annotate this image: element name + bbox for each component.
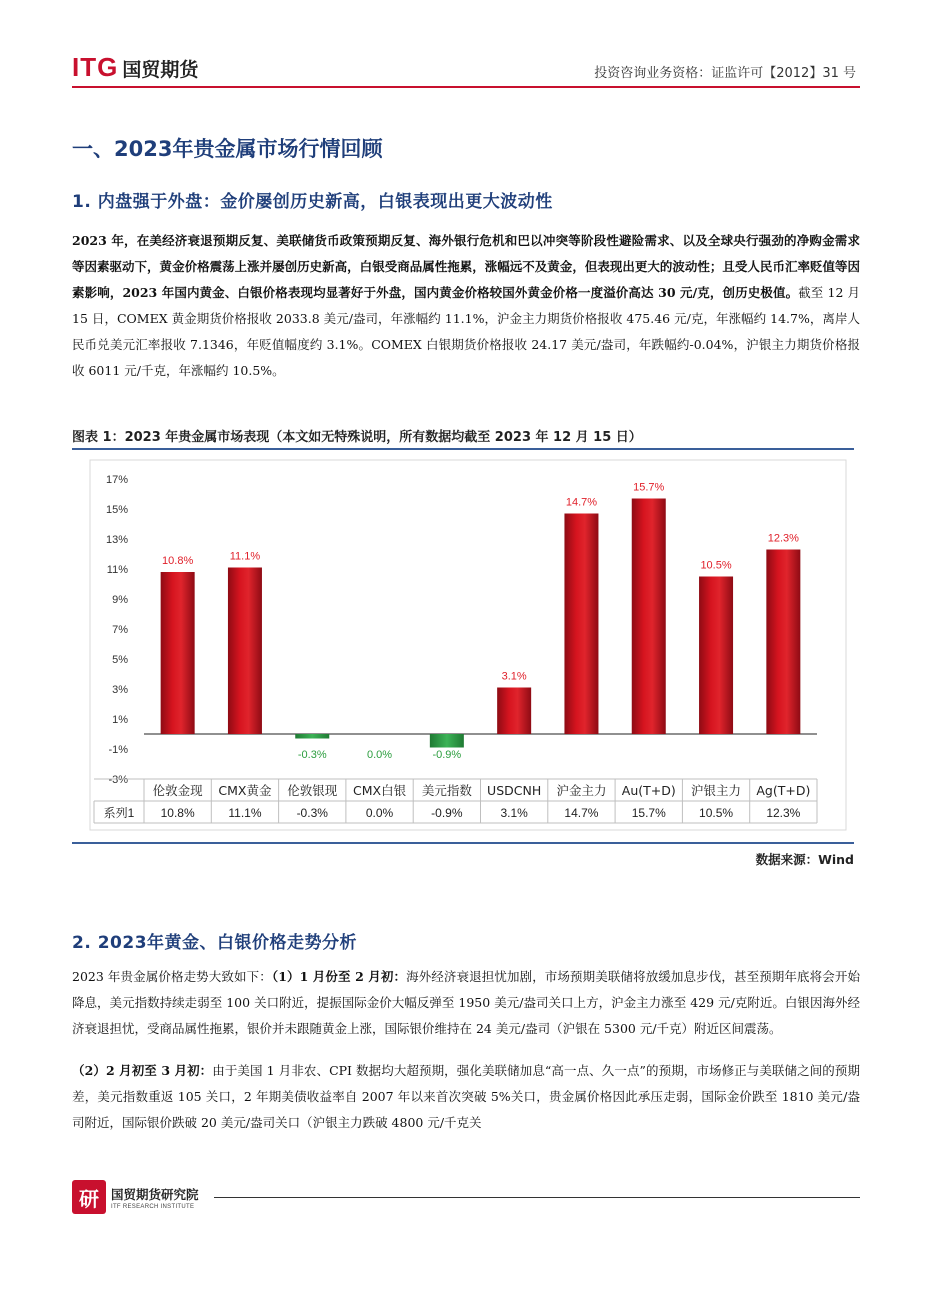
y-tick-label: -3% [108, 774, 128, 786]
category-label: 伦敦银现 [287, 783, 338, 798]
paragraph-phase-1 [72, 964, 860, 1042]
footer-name-en: ITF RESEARCH INSTITUTE [111, 1203, 195, 1210]
paragraph-overview-text: 截至 12 月 15 日，COMEX 黄金期货价格报收 2033.8 美元/盎司，年涨幅约 11.1%，沪金主力期货价格报收 475.46 元/克，年涨幅约 14.7%，离岸人民币兑美元汇率报收 7.1346，年贬值幅度约 3.1%。COMEX 白银期货价格报收 24.17 美元/盎司，年跌幅约-0.04%，沪银主力期货价格报收 6011 元/千克，年涨幅约 10.5%。 [72, 285, 860, 378]
figure-top-rule [72, 448, 854, 450]
table-value: 12.3% [766, 806, 801, 820]
table-value: 3.1% [500, 806, 528, 820]
table-value: 15.7% [631, 806, 666, 820]
figure-title: 图表 1：2023 年贵金属市场表现（本文如无特殊说明，所有数据均截至 2023 年 12 月 15 日） [72, 430, 642, 445]
logo-cn-text: 国贸期货 [122, 59, 199, 81]
company-logo [72, 52, 198, 83]
category-label: 美元指数 [421, 783, 472, 798]
y-tick-label: 17% [105, 474, 128, 486]
data-label: 3.1% [501, 670, 527, 683]
chart-svg [72, 452, 854, 840]
table-value: -0.9% [431, 806, 463, 820]
bar [699, 577, 733, 735]
category-label: 伦敦金现 [152, 783, 203, 798]
category-label: USDCNH [487, 783, 542, 798]
research-badge-icon: 研 [72, 1180, 106, 1214]
data-label: 0.0% [367, 749, 393, 761]
data-label: -0.9% [432, 749, 462, 761]
category-label: 沪银主力 [691, 783, 742, 798]
y-tick-label: 9% [112, 594, 128, 606]
y-tick-label: 3% [112, 684, 128, 696]
bar [766, 550, 800, 735]
footer-name-cn: 国贸期货研究院 [111, 1186, 199, 1202]
bar [430, 734, 464, 748]
y-tick-label: -1% [108, 744, 128, 756]
table-value: 10.5% [699, 806, 734, 820]
bar-chart [72, 452, 854, 840]
phase-1-heading: （1）1 月份至 2 月初： [271, 969, 407, 984]
data-label: 10.5% [700, 559, 732, 572]
phase-1-text: 海外经济衰退担忧加剧，市场预期美联储将放缓加息步伐，甚至预期年底将会开始降息，美元指数持续走弱至 100 关口附近，提振国际金价大幅反弹至 1950 美元/盎司关口上方，沪金主力涨至 429 元/克附近。白银因海外经济衰退担忧，受商品属性拖累，银价并未跟随黄金上涨，国际银价维持在 24 美元/盎司（沪银在 5300 元/千克）附近区间震荡。 [72, 969, 860, 1036]
phase-2-heading: （2）2 月初至 3 月初： [72, 1063, 213, 1078]
bar [295, 734, 329, 739]
category-label: Ag(T+D) [756, 783, 811, 798]
footer-divider [214, 1197, 860, 1198]
bar [564, 514, 598, 735]
page-header [72, 52, 862, 88]
paragraph-overview [72, 228, 860, 384]
figure-bottom-rule [72, 842, 854, 844]
series-name-label: 系列1 [103, 806, 135, 820]
y-tick-label: 13% [105, 534, 128, 546]
bar [632, 499, 666, 735]
category-label: Au(T+D) [621, 783, 676, 798]
data-label: 12.3% [767, 532, 799, 545]
bar [161, 572, 195, 734]
bar [228, 568, 262, 735]
footer-text [111, 1185, 199, 1210]
bar [497, 688, 531, 735]
data-label: 11.1% [229, 550, 261, 563]
table-value: -0.3% [296, 806, 328, 820]
paragraph-overview-bold: 2023 年，在美经济衰退预期反复、美联储货币政策预期反复、海外银行危机和巴以冲突等阶段性避险需求、以及全球央行强劲的净购金需求等因素驱动下，黄金价格震荡上涨并屡创历史新高，白银受商品属性拖累，涨幅远不及黄金，但表现出更大的波动性；且受人民币汇率贬值等因素影响，2023 年国内黄金、白银价格表现均显著好于外盘，国内黄金价格较国外黄金价格一度溢价高达 30 元/克，创历史极值。 [72, 233, 860, 300]
section-title: 一、2023年贵金属市场行情回顾 [72, 137, 383, 161]
figure-source: 数据来源：Wind [755, 852, 854, 867]
footer-logo [72, 1180, 199, 1214]
subsection-title-2: 2. 2023年黄金、白银价格走势分析 [72, 933, 358, 953]
data-label: 14.7% [565, 496, 598, 509]
category-label: CMX黄金 [218, 783, 272, 798]
license-text: 投资咨询业务资格：证监许可【2012】31 号 [594, 66, 856, 81]
phase-2-text: 由于美国 1 月非农、CPI 数据均大超预期，强化美联储加息“高一点、久一点”的预期，市场修正与美联储之间的预期差，美元指数重返 105 关口，2 年期美债收益率自 2007 年以来首次突破 5%关口，贵金属价格因此承压走弱，国际金价跌至 1810 美元/盎司附近，国际银价跌破 20 美元/盎司关口（沪银主力跌破 4800 元/千克关 [72, 1063, 860, 1130]
paragraph-phase-2 [72, 1058, 860, 1136]
table-value: 0.0% [365, 806, 394, 820]
table-value: 11.1% [228, 806, 262, 820]
header-divider [72, 86, 860, 88]
y-tick-label: 7% [112, 624, 128, 636]
table-value: 14.7% [564, 806, 599, 820]
subsection-title-1: 1. 内盘强于外盘：金价屡创历史新高，白银表现出更大波动性 [72, 192, 553, 212]
table-value: 10.8% [160, 806, 195, 820]
y-tick-label: 5% [112, 654, 128, 666]
logo-itg-text: ITG [72, 52, 119, 82]
data-label: -0.3% [297, 749, 327, 761]
y-tick-label: 15% [105, 504, 128, 516]
category-label: CMX白银 [353, 783, 407, 798]
data-label: 15.7% [633, 481, 665, 494]
paragraph-lead: 2023 年贵金属价格走势大致如下： [72, 969, 272, 984]
y-tick-label: 11% [106, 564, 128, 576]
y-tick-label: 1% [112, 714, 128, 726]
data-label: 10.8% [162, 555, 194, 567]
category-label: 沪金主力 [556, 783, 607, 798]
